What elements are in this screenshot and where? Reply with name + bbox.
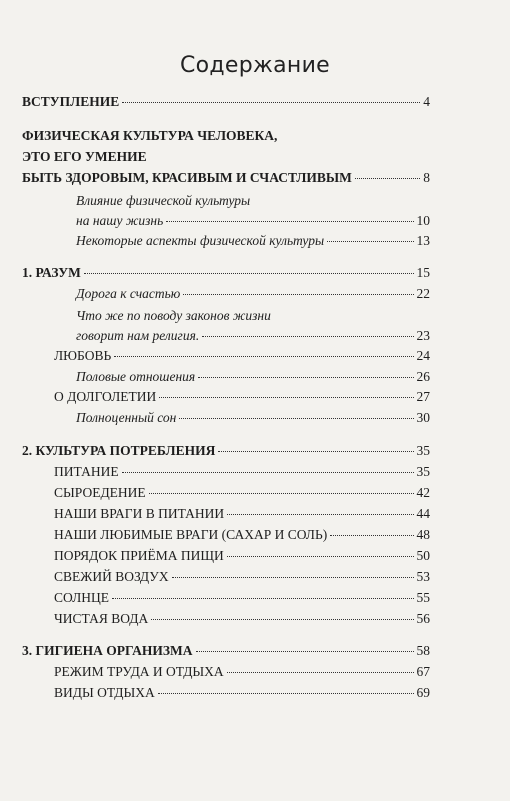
toc-entry-page: 35 <box>416 443 430 458</box>
toc-entry-page: 48 <box>416 527 430 542</box>
toc-entry-title: СВЕЖИЙ ВОЗДУХ <box>54 569 169 584</box>
toc-entry-title: РЕЖИМ ТРУДА И ОТДЫХА <box>54 664 224 679</box>
dot-leader <box>227 672 414 673</box>
toc-entry-hygiene[interactable] <box>22 643 430 659</box>
dot-leader <box>355 178 420 179</box>
toc-entry-road-to-happiness[interactable] <box>76 286 430 302</box>
toc-entry-page: 22 <box>416 286 430 301</box>
dot-leader <box>196 651 414 652</box>
dot-leader <box>112 598 414 599</box>
toc-entry-page: 24 <box>416 348 430 363</box>
toc-entry-page: 15 <box>416 265 430 280</box>
toc-entry-title-line: ЭТО ЕГО УМЕНИЕ <box>22 149 147 164</box>
dot-leader <box>179 418 413 419</box>
toc-entry-title: ВСТУПЛЕНИЕ <box>22 94 120 109</box>
toc-entry-title: О ДОЛГОЛЕТИИ <box>54 389 157 404</box>
dot-leader <box>122 102 420 103</box>
toc-entry-nutrition[interactable] <box>54 464 430 480</box>
dot-leader <box>202 336 413 337</box>
toc-entry-title: ПИТАНИЕ <box>54 464 119 479</box>
dot-leader <box>172 577 414 578</box>
toc-entry-page: 10 <box>416 213 430 228</box>
dot-leader <box>166 221 413 222</box>
toc-entry-fresh-air[interactable] <box>54 569 430 585</box>
toc-entry-title: на нашу жизнь <box>76 213 164 228</box>
toc-entry-page: 35 <box>416 464 430 479</box>
dot-leader <box>122 472 414 473</box>
dot-leader <box>227 514 413 515</box>
toc-entry-page: 30 <box>416 410 430 425</box>
toc-entry-physical-culture[interactable] <box>22 170 430 186</box>
toc-entry-page: 13 <box>416 233 430 248</box>
toc-entry-title: ЧИСТАЯ ВОДА <box>54 611 149 626</box>
toc-entry-page: 56 <box>416 611 430 626</box>
toc-entry-title-line: Что же по поводу законов жизни <box>76 308 271 323</box>
dot-leader <box>159 397 413 398</box>
toc-entry-title: говорит нам религия. <box>76 328 200 343</box>
toc-entry-enemies[interactable] <box>54 506 430 522</box>
toc-entry-title: СОЛНЦЕ <box>54 590 109 605</box>
dot-leader <box>114 356 413 357</box>
toc-entry-introduction[interactable] <box>22 94 430 110</box>
toc-entry-page: 26 <box>416 369 430 384</box>
toc-entry-relations[interactable] <box>76 369 430 385</box>
toc-entry-page: 67 <box>416 664 430 679</box>
dot-leader <box>158 693 414 694</box>
toc-entry-page: 44 <box>416 506 430 521</box>
toc-entry-page: 69 <box>416 685 430 700</box>
toc-entry-title: Половые отношения <box>76 369 196 384</box>
dot-leader <box>227 556 414 557</box>
toc-entry-sleep[interactable] <box>76 410 430 426</box>
toc-entry-title: СЫРОЕДЕНИЕ <box>54 485 146 500</box>
dot-leader <box>327 241 413 242</box>
toc-entry-raw-food[interactable] <box>54 485 430 501</box>
toc-entry-mind[interactable] <box>22 265 430 281</box>
toc-entry-aspects[interactable] <box>76 233 430 249</box>
toc-entry-page: 8 <box>423 170 430 185</box>
toc-entry-sun[interactable] <box>54 590 430 606</box>
toc-entry-sugar-salt[interactable] <box>54 527 430 543</box>
toc-entry-page: 27 <box>416 389 430 404</box>
dot-leader <box>149 493 414 494</box>
toc-entry-consumption[interactable] <box>22 443 430 459</box>
toc-entry-title: 3. ГИГИЕНА ОРГАНИЗМА <box>22 643 193 658</box>
toc-entry-page: 4 <box>423 94 430 109</box>
page-title: Содержание <box>179 53 331 78</box>
toc-entry-page: 50 <box>416 548 430 563</box>
toc-entry-rest-types[interactable] <box>54 685 430 701</box>
toc-entry-title: ВИДЫ ОТДЫХА <box>54 685 155 700</box>
dot-leader <box>183 294 413 295</box>
toc-entry-title-line: Влияние физической культуры <box>76 193 251 208</box>
toc-entry-title: 1. РАЗУМ <box>22 265 81 280</box>
toc-entry-page: 42 <box>416 485 430 500</box>
dot-leader <box>330 535 413 536</box>
dot-leader <box>151 619 413 620</box>
toc-entry-religion[interactable] <box>76 328 430 344</box>
toc-entry-title: Полноценный сон <box>76 410 177 425</box>
toc-entry-work-rest[interactable] <box>54 664 430 680</box>
toc-entry-title: 2. КУЛЬТУРА ПОТРЕБЛЕНИЯ <box>22 443 216 458</box>
dot-leader <box>218 451 413 452</box>
toc-entry-meal-order[interactable] <box>54 548 430 564</box>
toc-entry-title: НАШИ ВРАГИ В ПИТАНИИ <box>54 506 225 521</box>
toc-entry-title: БЫТЬ ЗДОРОВЫМ, КРАСИВЫМ И СЧАСТЛИВЫМ <box>22 170 352 185</box>
toc-entry-page: 58 <box>416 643 430 658</box>
toc-entry-title: НАШИ ЛЮБИМЫЕ ВРАГИ (САХАР И СОЛЬ) <box>54 527 328 542</box>
toc-entry-clean-water[interactable] <box>54 611 430 627</box>
toc-entry-title-line: ФИЗИЧЕСКАЯ КУЛЬТУРА ЧЕЛОВЕКА, <box>22 128 278 143</box>
toc-entry-page: 55 <box>416 590 430 605</box>
toc-entry-page: 53 <box>416 569 430 584</box>
dot-leader <box>84 273 414 274</box>
dot-leader <box>198 377 413 378</box>
toc-entry-title: Некоторые аспекты физической культуры <box>76 233 325 248</box>
toc-entry-title: Дорога к счастью <box>76 286 181 301</box>
toc-entry-influence[interactable] <box>76 213 430 229</box>
toc-entry-love[interactable] <box>54 348 430 364</box>
toc-entry-title: ПОРЯДОК ПРИЁМА ПИЩИ <box>54 548 224 563</box>
toc-entry-title: ЛЮБОВЬ <box>54 348 112 363</box>
toc-entry-longevity[interactable] <box>54 389 430 405</box>
toc-entry-page: 23 <box>416 328 430 343</box>
